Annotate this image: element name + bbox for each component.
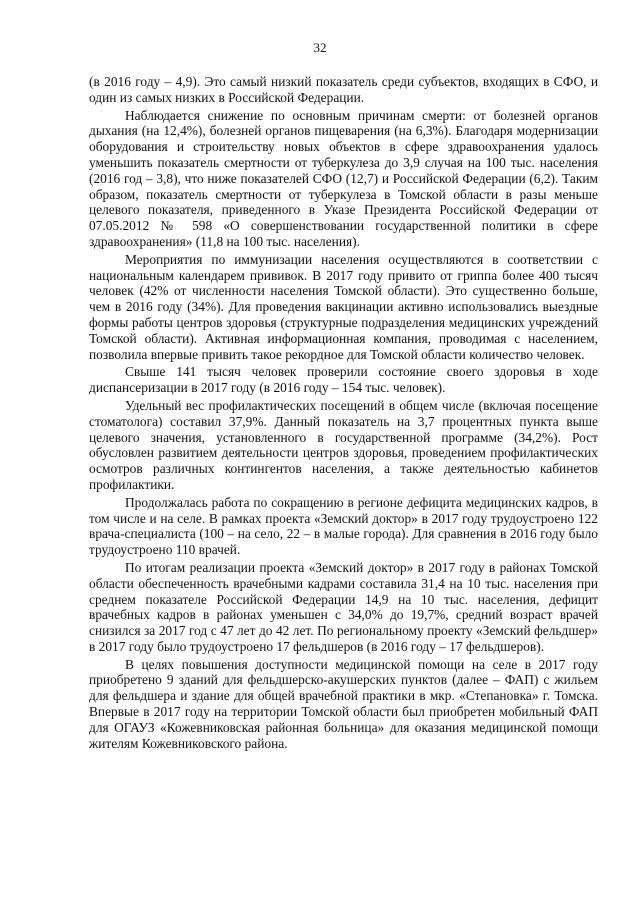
- paragraph: Удельный вес профилактических посещений в общем числе (включая посещение стоматолога) составил 37,9%. Данный показатель на 3,7 процентных пункта выше целевого значения, установленного в государственной программе (34,2%). Рост обусловлен развитием деятельности центров здоровья, проведением профилактических осмотров различных контингентов населения, а также деятельностью кабинетов профилактики.: [89, 397, 598, 492]
- paragraph: Наблюдается снижение по основным причинам смерти: от болезней органов дыхания (на 12,4%), болезней органов пищеварения (на 6,3%). Благодаря модернизации оборудования и строительству новых объектов в сфере здравоохранения удалось уменьшить показатель смертности от туберкулеза до 3,9 случая на 100 тыс. населения (2016 год – 3,8), что ниже показателей СФО (12,7) и Российской Федерации (6,2). Таким образом, показатель смертности от туберкулеза в Томской области в разы меньше целевого показателя, приведенного в Указе Президента Российской Федерации от 07.05.2012 № 598 «О совершенствовании государственной политики в сфере здравоохранения» (11,8 на 100 тыс. населения).: [89, 107, 598, 249]
- paragraph: (в 2016 году – 4,9). Это самый низкий показатель среди субъектов, входящих в СФО, и один из самых низких в Российской Федерации.: [89, 74, 598, 105]
- paragraph: В целях повышения доступности медицинской помощи на селе в 2017 году приобретено 9 зданий для фельдшерско-акушерских пунктов (далее – ФАП) с жильем для фельдшера и здание для общей врачебной практики в мкр. «Степановка» г. Томска. Впервые в 2017 году на территории Томской области был приобретен мобильный ФАП для ОГАУЗ «Кожевниковская районная больница» для оказания медицинской помощи жителям Кожевниковского района.: [89, 656, 598, 751]
- paragraph: По итогам реализации проекта «Земский доктор» в 2017 году в районах Томской области обеспеченность врачебными кадрами составила 31,4 на 10 тыс. населения при среднем показателе Российской Федерации 14,9 на 10 тыс. населения, дефицит врачебных кадров в районах уменьшен с 34,0% до 19,7%, средний возраст врачей снизился за 2017 год с 47 лет до 42 лет. По региональному проекту «Земский фельдшер» в 2017 году было трудоустроено 17 фельдшеров (в 2016 году – 17 фельдшеров).: [89, 559, 598, 654]
- page-number: 32: [313, 40, 327, 55]
- paragraph: Свыше 141 тысяч человек проверили состояние своего здоровья в ходе диспансеризации в 2017 году (в 2016 году – 154 тыс. человек).: [89, 364, 598, 396]
- paragraph: Мероприятия по иммунизации населения осуществляются в соответствии с национальным календарем прививок. В 2017 году привито от гриппа более 400 тысяч человек (42% от численности населения Томской области). Это существенно больше, чем в 2016 году (34%). Для проведения вакцинации активно использовались выездные формы работы центров здоровья (структурные подразделения медицинских учреждений Томской области). Активная информационная компания, проводимая с населением, позволила впервые привить такое рекордное для Томской области количество человек.: [89, 251, 598, 362]
- paragraph: Продолжалась работа по сокращению в регионе дефицита медицинских кадров, в том числе и на селе. В рамках проекта «Земский доктор» в 2017 году трудоустроено 122 врача-специалиста (100 – на село, 22 – в малые города). Для сравнения в 2016 году было трудоустроено 110 врачей.: [89, 494, 598, 558]
